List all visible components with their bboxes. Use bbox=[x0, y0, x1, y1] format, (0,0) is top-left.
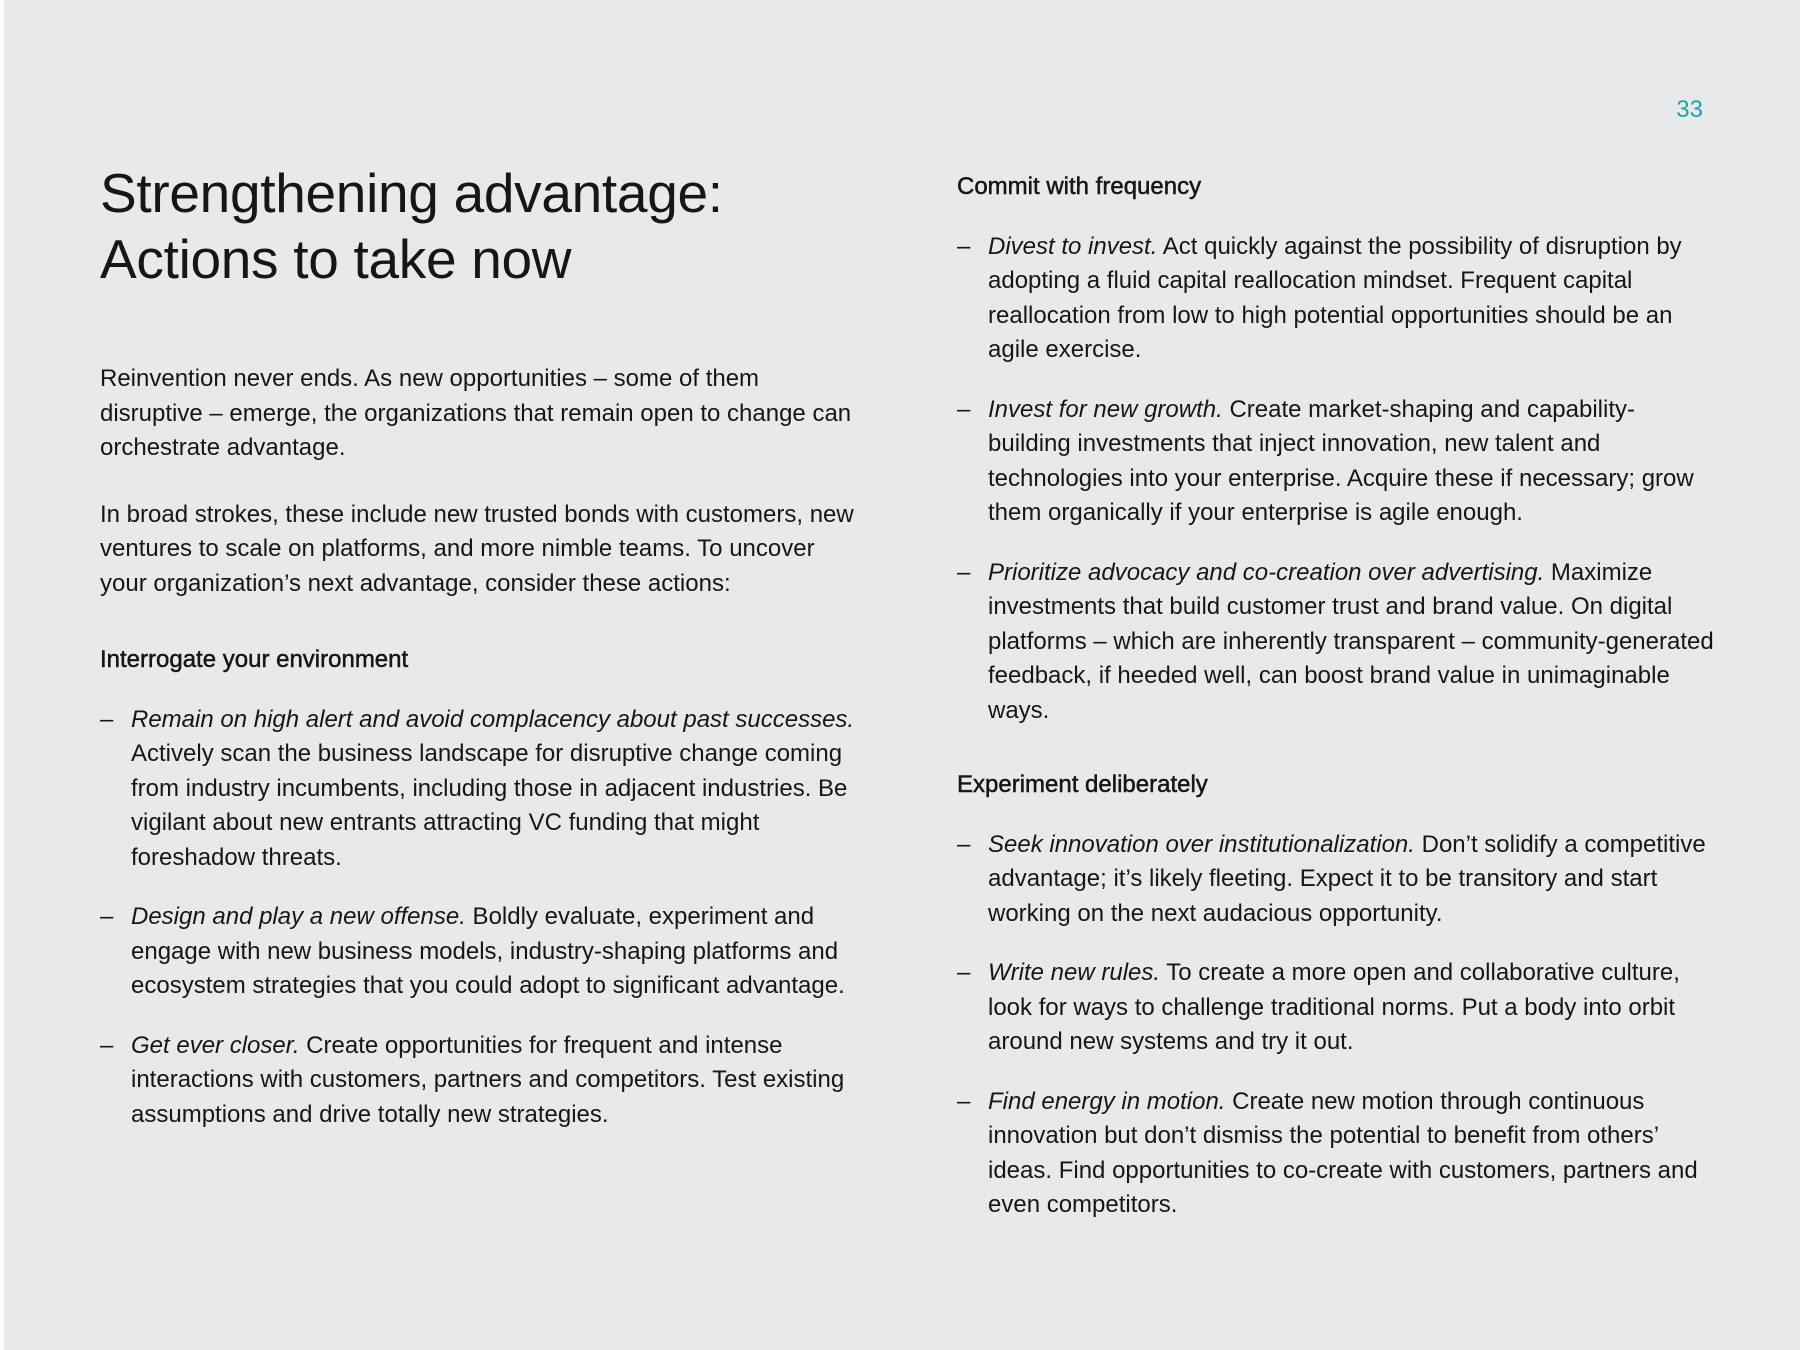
page-number: 33 bbox=[1676, 96, 1703, 123]
item-lead: Find energy in motion. bbox=[988, 1087, 1226, 1115]
intro-paragraph-1: Reinvention never ends. As new opportunities – some of them disruptive – emerge, the organizations that remain open to change can orchestrate advantage. bbox=[100, 365, 852, 461]
item-lead: Divest to invest. bbox=[988, 232, 1158, 260]
list-item bbox=[100, 703, 860, 876]
experiment-list bbox=[957, 828, 1717, 1223]
item-text: To create a more open and collaborative culture, look for ways to challenge traditional norms. Put a body into orbit around new systems and try it out. bbox=[988, 959, 1680, 1055]
list-item bbox=[957, 956, 1717, 1060]
title-line-2: Actions to take now bbox=[100, 228, 572, 290]
list-item bbox=[957, 393, 1717, 531]
commit-list bbox=[957, 230, 1717, 729]
item-lead: Design and play a new offense. bbox=[131, 903, 466, 930]
section-heading-experiment: Experiment deliberately bbox=[957, 771, 1208, 798]
list-item bbox=[957, 828, 1717, 932]
item-text: Boldly evaluate, experiment and engage with new business models, industry-shaping platforms and ecosystem strategies that you could adopt to significant advantage. bbox=[131, 903, 845, 999]
item-text: Actively scan the business landscape for disruptive change coming from industry incumbents, including those in adjacent industries. Be vigilant about new entrants attracting VC funding that might foreshadow threats. bbox=[131, 740, 848, 871]
section-heading-commit: Commit with frequency bbox=[957, 173, 1202, 200]
item-text: Create new motion through continuous innovation but don’t dismiss the potential to benefit from others’ ideas. Find opportunities to co-create with customers, partners and even competitors. bbox=[988, 1087, 1698, 1218]
document-page bbox=[4, 0, 1800, 1350]
item-lead: Prioritize advocacy and co-creation over advertising. bbox=[988, 558, 1545, 586]
item-lead: Invest for new growth. bbox=[988, 395, 1223, 423]
item-text: Don’t solidify a competitive advantage; it’s likely fleeting. Expect it to be transitory and start working on the next audacious opportunity. bbox=[988, 830, 1706, 927]
list-item bbox=[100, 1029, 860, 1133]
item-lead: Remain on high alert and avoid complacency about past successes. bbox=[131, 705, 855, 733]
item-text: Create opportunities for frequent and intense interactions with customers, partners and competitors. Test existing assumptions and drive totally new strategies. bbox=[131, 1031, 845, 1128]
list-item bbox=[957, 556, 1717, 729]
item-text: Maximize investments that build customer trust and brand value. On digital platforms – which are inherently transparent – community-generated feedback, if heeded well, can boost brand value in unimaginable ways. bbox=[988, 558, 1714, 724]
item-lead: Write new rules. bbox=[988, 959, 1161, 986]
intro-paragraph-2: In broad strokes, these include new trusted bonds with customers, new ventures to scale on platforms, and more nimble teams. To uncover your organization’s next advantage, consider these actions: bbox=[100, 500, 854, 597]
item-text: Create market-shaping and capability-building investments that inject innovation, new talent and technologies into your enterprise. Acquire these if necessary; grow them organically if your enterprise is agile enough. bbox=[988, 395, 1694, 526]
list-item bbox=[100, 900, 860, 1004]
item-text: Act quickly against the possibility of disruption by adopting a fluid capital reallocation mindset. Frequent capital reallocation from low to high potential opportunities should be an agile exercise. bbox=[988, 232, 1682, 363]
list-item bbox=[957, 1085, 1717, 1223]
right-column bbox=[957, 170, 1717, 1223]
item-lead: Seek innovation over institutionalization. bbox=[988, 830, 1415, 858]
left-column bbox=[100, 160, 860, 1132]
list-item bbox=[957, 230, 1717, 368]
title-line-1: Strengthening advantage: bbox=[100, 162, 723, 224]
item-lead: Get ever closer. bbox=[131, 1031, 300, 1059]
interrogate-list bbox=[100, 703, 860, 1133]
page-title bbox=[100, 160, 860, 292]
section-heading-interrogate: Interrogate your environment bbox=[100, 646, 409, 673]
